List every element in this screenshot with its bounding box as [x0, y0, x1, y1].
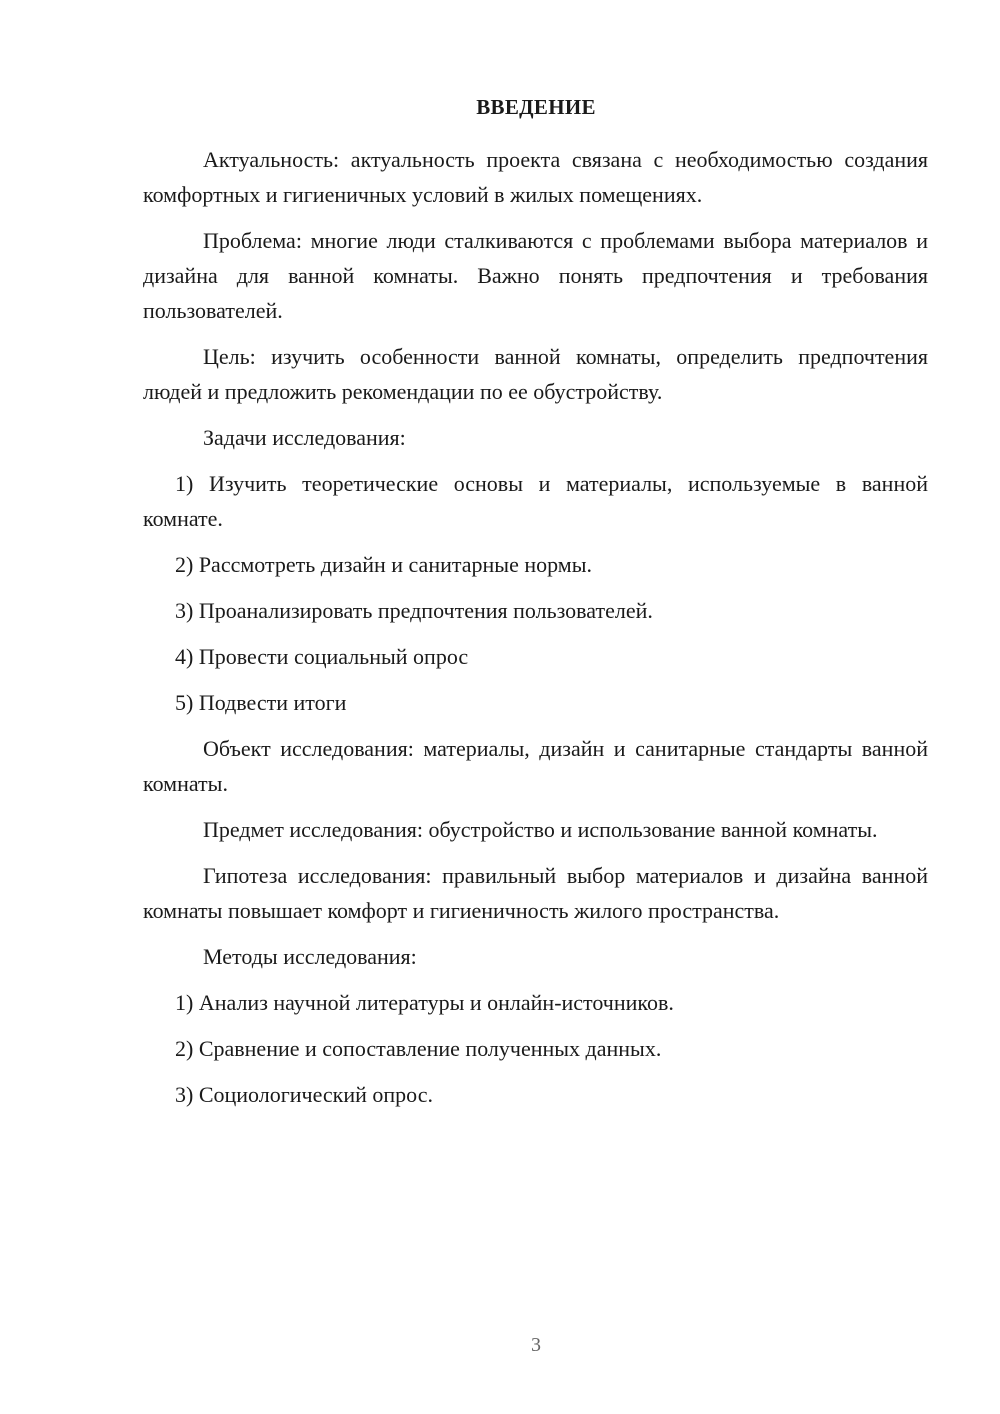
- task-item-5: 5) Подвести итоги: [175, 690, 347, 715]
- methods-heading: Методы исследования:: [203, 944, 417, 969]
- paragraph-subject: Предмет исследования: обустройство и использование ванной комнаты.: [203, 817, 878, 842]
- page-number: 3: [531, 1334, 541, 1356]
- document-title: ВВЕДЕНИЕ: [476, 95, 596, 119]
- paragraph-problem: Проблема: многие люди сталкиваются с проблемами выбора материалов и дизайна для ванной комнаты. Важно понять предпочтения и требования пользователей.: [143, 228, 928, 323]
- method-item-1: 1) Анализ научной литературы и онлайн-источников.: [175, 990, 674, 1015]
- task-item-1: 1) Изучить теоретические основы и материалы, используемые в ванной комнате.: [143, 471, 928, 531]
- document-body: [143, 142, 928, 1123]
- task-item-4: 4) Провести социальный опрос: [175, 644, 469, 669]
- task-item-3: 3) Проанализировать предпочтения пользователей.: [175, 598, 653, 623]
- task-item-2: 2) Рассмотреть дизайн и санитарные нормы.: [175, 552, 592, 577]
- paragraph-object: Объект исследования: материалы, дизайн и санитарные стандарты ванной комнаты.: [143, 736, 928, 796]
- paragraph-goal: Цель: изучить особенности ванной комнаты, определить предпочтения людей и предложить рекомендации по ее обустройству.: [143, 344, 928, 404]
- paragraph-hypothesis: Гипотеза исследования: правильный выбор материалов и дизайна ванной комнаты повышает комфорт и гигиеничность жилого пространства.: [143, 863, 928, 923]
- tasks-heading: Задачи исследования:: [203, 425, 406, 450]
- method-item-3: 3) Социологический опрос.: [175, 1082, 433, 1107]
- method-item-2: 2) Сравнение и сопоставление полученных данных.: [175, 1036, 662, 1061]
- paragraph-relevance: Актуальность: актуальность проекта связана с необходимостью создания комфортных и гигиеничных условий в жилых помещениях.: [143, 147, 928, 207]
